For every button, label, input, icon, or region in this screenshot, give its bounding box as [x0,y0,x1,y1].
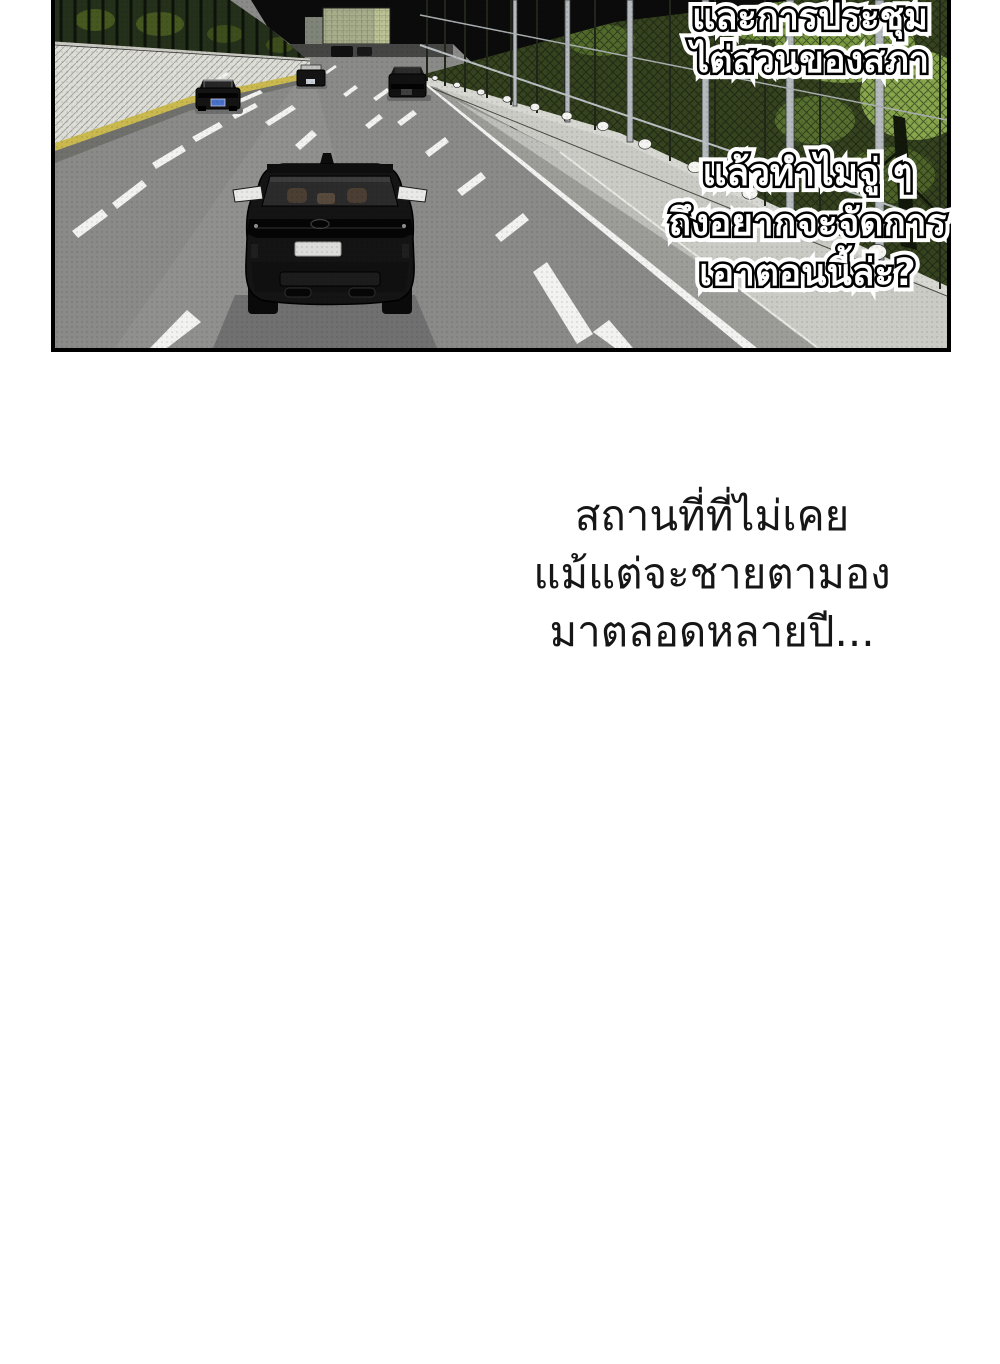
speech-line: แล้วทำไมจู่ ๆ แล้วทำไมจู่ ๆ [640,148,975,198]
speech-line: ไต่สวนของสภา ไต่สวนของสภา [645,39,975,82]
speech-text-top [645,0,975,82]
narration-text [512,487,912,661]
speech-line: และการประชุม และการประชุม [645,0,975,39]
speech-line: เอาตอนนี้ล่ะ? เอาตอนนี้ล่ะ? [640,248,975,298]
speech-text-middle [640,148,975,298]
narration-line: มาตลอดหลายปี... [549,607,875,656]
speech-line: ถึงอยากจะจัดการ ถึงอยากจะจัดการ [640,198,975,248]
narration-line: สถานที่ที่ไม่เคย [574,491,850,540]
narration-line: แม้แต่จะชายตามอง [533,549,891,598]
